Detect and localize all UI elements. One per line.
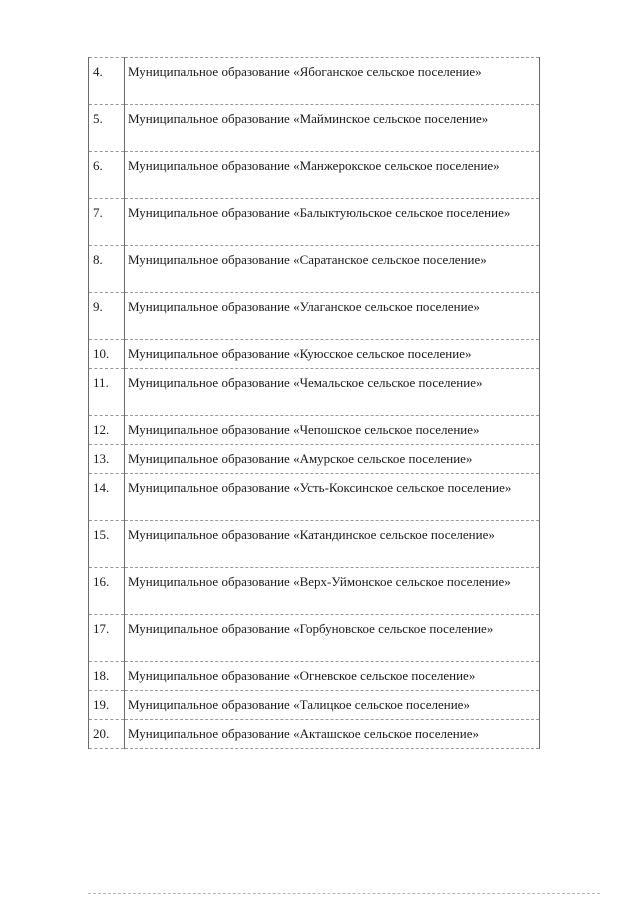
row-number: 8. [89,246,125,293]
row-number: 14. [89,474,125,521]
row-number: 12. [89,416,125,445]
municipality-name: Муниципальное образование «Акташское сельское поселение» [125,720,540,749]
municipality-name: Муниципальное образование «Амурское сельское поселение» [125,445,540,474]
municipalities-table [88,57,540,749]
municipality-name: Муниципальное образование «Балыктуюльское сельское поселение» [125,199,540,246]
table-row [89,246,540,293]
row-number: 18. [89,662,125,691]
row-number: 5. [89,105,125,152]
table-row [89,58,540,105]
row-number: 7. [89,199,125,246]
table-row [89,369,540,416]
row-number: 16. [89,568,125,615]
table-row [89,105,540,152]
municipality-name: Муниципальное образование «Куюсское сельское поселение» [125,340,540,369]
table-row [89,293,540,340]
table-row [89,662,540,691]
page-bottom-rule [88,893,600,894]
municipality-name: Муниципальное образование «Чемальское сельское поселение» [125,369,540,416]
municipality-name: Муниципальное образование «Талицкое сельское поселение» [125,691,540,720]
municipality-name: Муниципальное образование «Улаганское сельское поселение» [125,293,540,340]
municipality-name: Муниципальное образование «Усть-Коксинское сельское поселение» [125,474,540,521]
row-number: 15. [89,521,125,568]
municipality-name: Муниципальное образование «Ябоганское сельское поселение» [125,58,540,105]
municipality-name: Муниципальное образование «Горбуновское сельское поселение» [125,615,540,662]
municipality-name: Муниципальное образование «Саратанское сельское поселение» [125,246,540,293]
municipality-name: Муниципальное образование «Огневское сельское поселение» [125,662,540,691]
municipality-name: Муниципальное образование «Майминское сельское поселение» [125,105,540,152]
table-row [89,416,540,445]
table-row [89,691,540,720]
row-number: 4. [89,58,125,105]
municipality-name: Муниципальное образование «Верх-Уймонское сельское поселение» [125,568,540,615]
table-row [89,445,540,474]
row-number: 10. [89,340,125,369]
table-row [89,521,540,568]
row-number: 19. [89,691,125,720]
row-number: 9. [89,293,125,340]
table-row [89,199,540,246]
municipality-name: Муниципальное образование «Манжерокское сельское поселение» [125,152,540,199]
row-number: 11. [89,369,125,416]
row-number: 13. [89,445,125,474]
municipality-name: Муниципальное образование «Катандинское сельское поселение» [125,521,540,568]
row-number: 20. [89,720,125,749]
table-row [89,152,540,199]
table-row [89,474,540,521]
row-number: 17. [89,615,125,662]
table-row [89,340,540,369]
table-row [89,720,540,749]
row-number: 6. [89,152,125,199]
table-row [89,568,540,615]
municipality-name: Муниципальное образование «Чепошское сельское поселение» [125,416,540,445]
table-row [89,615,540,662]
